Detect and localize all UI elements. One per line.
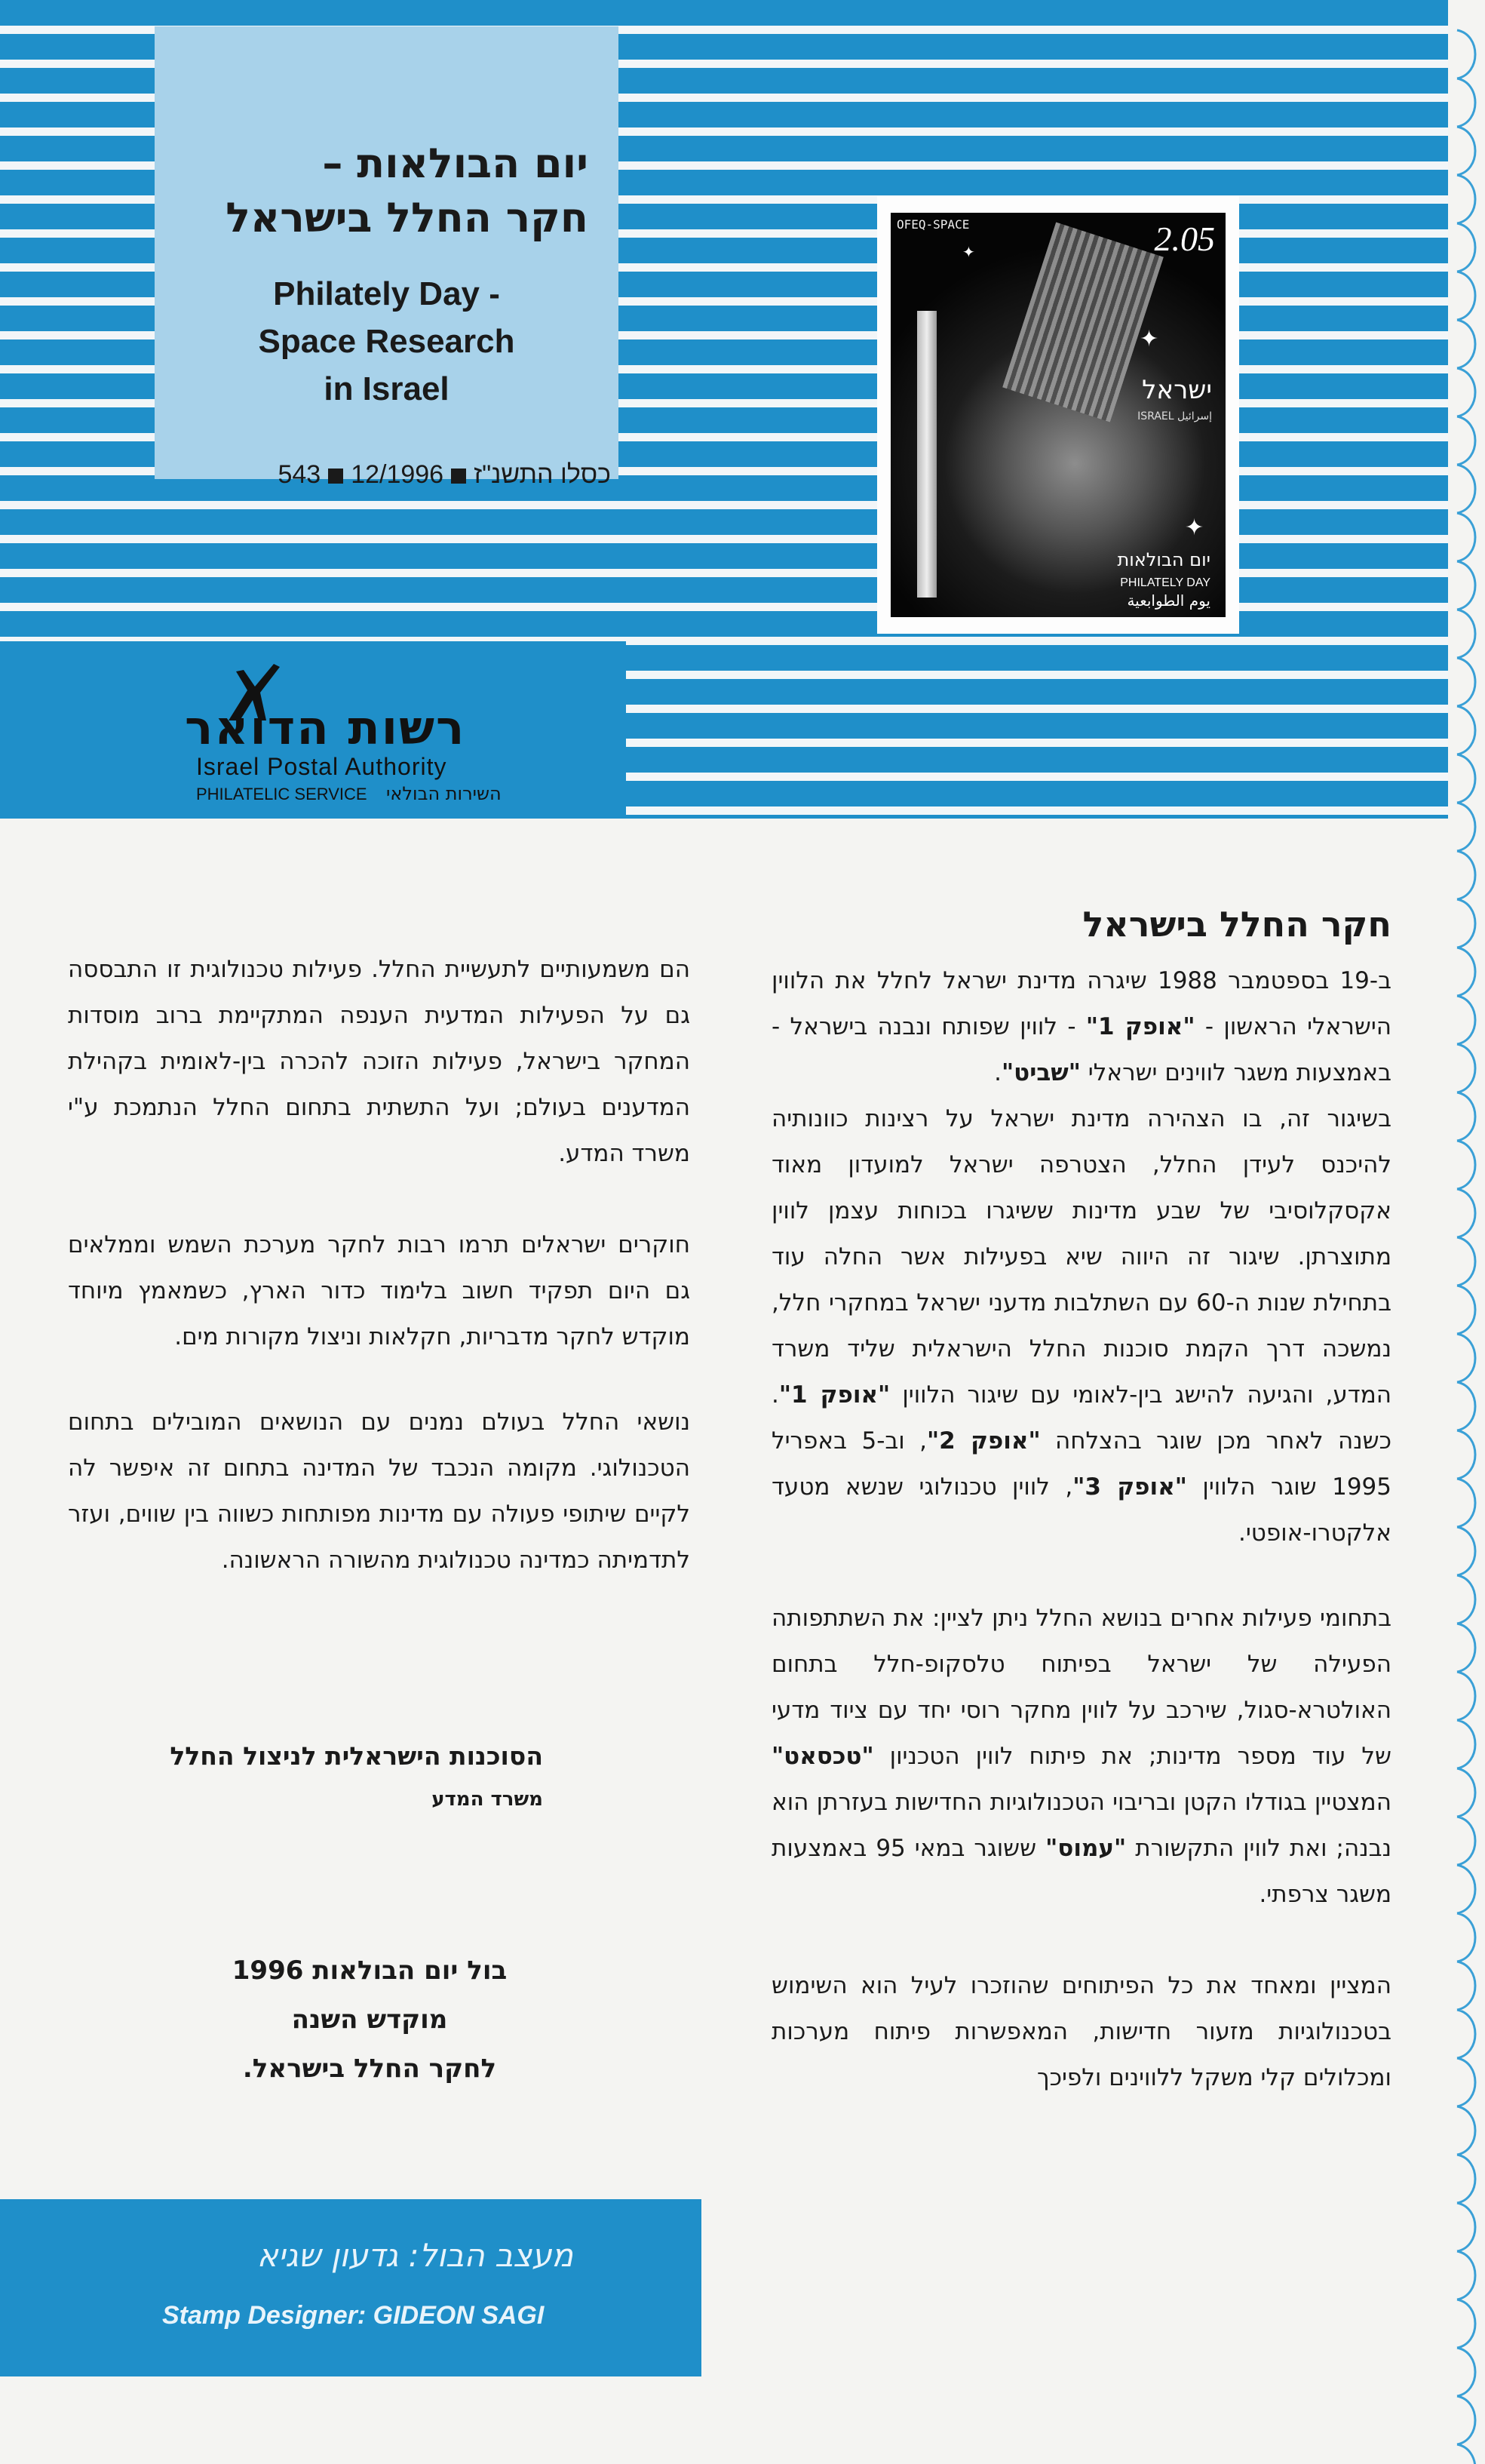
star-icon: ✦	[1140, 326, 1159, 352]
dedication-line: בול יום הבולאות 1996	[232, 1956, 508, 1986]
rocket-graphic	[917, 311, 937, 598]
article-paragraph: בתחומי פעילות אחרים בנושא החלל ניתן לציין: את השתתפותה הפעילה של ישראל בפיתוח טלסקופ-חלל בתחום האולטרא-סגול, שירכב על לווין מחקר רוסי יחד עם ציוד מדעי של עוד מספר מדינות; את פיתוח לווין הטכניון "טכסאט" המצטיין בגודלו הקטן ובריבוי הטכנולוגיות החדישות בעזרתן הוא נבנה; ואת לווין התקשורת "עמוס" ששוגר במאי 95 באמצעות משגר צרפתי.	[772, 1605, 1391, 1908]
spacer	[772, 1556, 1391, 1596]
stamp-country-sub: ISRAEL إسرائيل	[1137, 410, 1212, 422]
stamp-value: 2.05	[1154, 220, 1215, 258]
stamp-country-hebrew: ישראל	[1142, 375, 1212, 405]
hebrew-title-line-1: יום הבולאות –	[322, 140, 588, 187]
satellite-graphic	[1002, 222, 1164, 422]
scalloped-edge	[1448, 0, 1485, 2464]
stamp-tab-hebrew: יום הבולאות	[1117, 549, 1210, 570]
title-box	[155, 26, 618, 489]
ministry-signature: משרד המדע	[431, 1788, 543, 1811]
dedication	[151, 1946, 588, 2094]
philatelic-service-hebrew: השירות הבולאי	[386, 783, 502, 804]
spacer	[68, 1177, 690, 1222]
stamp-artwork	[891, 213, 1226, 617]
spacer	[772, 1918, 1391, 1963]
issue-date-hebrew: כסלו התשנ"ז	[474, 460, 611, 489]
stamp-image	[877, 196, 1239, 634]
article-paragraph: הם משמעותיים לתעשיית החלל. פעילות טכנולוגית זו התבססה גם על הפעילות המדעית הענפה המתקיימת ברוב מוסדות המחקר בישראל, פעילות הזוכה להכרה בין-לאומית בקהילת המדענים בעולם; ועל התשתית בתחום החלל הנתמכת ע"י משרד המדע.	[68, 956, 690, 1167]
article-right-column	[772, 898, 1391, 2101]
perforation-curve	[1457, 30, 1475, 2464]
star-icon: ✦	[1185, 515, 1204, 541]
issue-date: 12/1996	[351, 460, 444, 489]
star-icon: ✦	[962, 243, 975, 261]
stamp-top-text: OFEQ-SPACE	[897, 217, 970, 232]
english-title-line-2: Space Research	[258, 323, 515, 360]
english-title-line-3: in Israel	[324, 370, 449, 407]
issue-info	[155, 460, 611, 490]
designer-credit-hebrew: מעצב הבול: גדעון שגיא	[256, 2237, 573, 2274]
separator-square-icon	[328, 469, 343, 484]
designer-box	[0, 2199, 701, 2376]
authority-name-hebrew: רשות הדואר	[185, 700, 466, 755]
separator-square-icon	[451, 469, 466, 484]
postal-authority-logo-box	[0, 641, 626, 819]
dedication-line: מוקדש השנה	[291, 2005, 448, 2035]
article-paragraph: בשיגור זה, בו הצהירה מדינת ישראל על רצינות כוונותיה להיכנס לעידן החלל, הצטרפה ישראל למועדון מאוד אקסקלוסיבי של שבע מדינות ששיגרו בכוחות עצמן לווין מתוצרתן. שיגור זה היווה שיא בפעילות אשר החלה עוד בתחילת שנות ה-60 עם השתלבות מדעני ישראל במחקרי חלל, נמשכה דרך הקמת סוכנות החלל הישראלית שליד משרד המדע, והגיעה להישג בין-לאומי עם שיגור הלווין "אופק 1". כשנה לאחר מכן שוגר בהצלחה "אופק 2", וב-5 באפריל 1995 שוגר הלווין "אופק 3", לווין טכנולוגי שנשא מטעד אלקטרו-אופטי.	[772, 1105, 1392, 1547]
article-paragraph: נושאי החלל בעולם נמנים עם הנושאים המובילים בתחום הטכנולוגי. מקומה הנכבד של המדינה בתחום זה איפשר לה לקיים שיתופי פעולה עם מדינות מפותחות כשווה בין שווים, ועזר לתדמיתה כמדינה טכנולוגית מהשורה הראשונה.	[68, 1409, 690, 1574]
issue-number: 543	[278, 460, 321, 489]
article-heading: חקר החלל בישראל	[1082, 904, 1391, 945]
authority-name-english: Israel Postal Authority	[196, 753, 447, 780]
english-title-line-1: Philately Day -	[273, 275, 500, 312]
stamp-tab-english: PHILATELY DAY	[1120, 576, 1210, 589]
designer-credit-english: Stamp Designer: GIDEON SAGI	[162, 2301, 545, 2330]
article-paragraph: ב-19 בספטמבר 1988 שיגרה מדינת ישראל לחלל את הלווין הישראלי הראשון - "אופק 1" - לווין שפותח ונבנה בישראל - באמצעות משגר לווינים ישראלי "שביט".	[772, 967, 1391, 1086]
stamp-tab-arabic: يوم الطوابعية	[1127, 591, 1210, 610]
philatelic-service-english: PHILATELIC SERVICE	[196, 785, 367, 803]
hebrew-title-line-2: חקר החלל בישראל	[226, 194, 588, 241]
agency-signature: הסוכנות הישראלית לניצול החלל	[170, 1741, 543, 1771]
article-left-column	[68, 947, 690, 1584]
article-paragraph: חוקרים ישראלים תרמו רבות לחקר מערכת השמש וממלאים גם היום תפקיד חשוב בלימוד כדור הארץ, כשמאמץ מיוחד מוקדש לחקר מדבריות, חקלאות וניצול מקורות מים.	[68, 1231, 690, 1350]
spacer	[68, 1360, 690, 1399]
article-paragraph: המציין ומאחד את כל הפיתוחים שהוזכרו לעיל הוא השימוש בטכנולוגיות מזעור חדישות, המאפשרות פיתוח מערכות ומכלולים קלי משקל ללווינים ולפיכך	[772, 1972, 1391, 2091]
dedication-line: לחקר החלל בישראל.	[242, 2054, 497, 2084]
